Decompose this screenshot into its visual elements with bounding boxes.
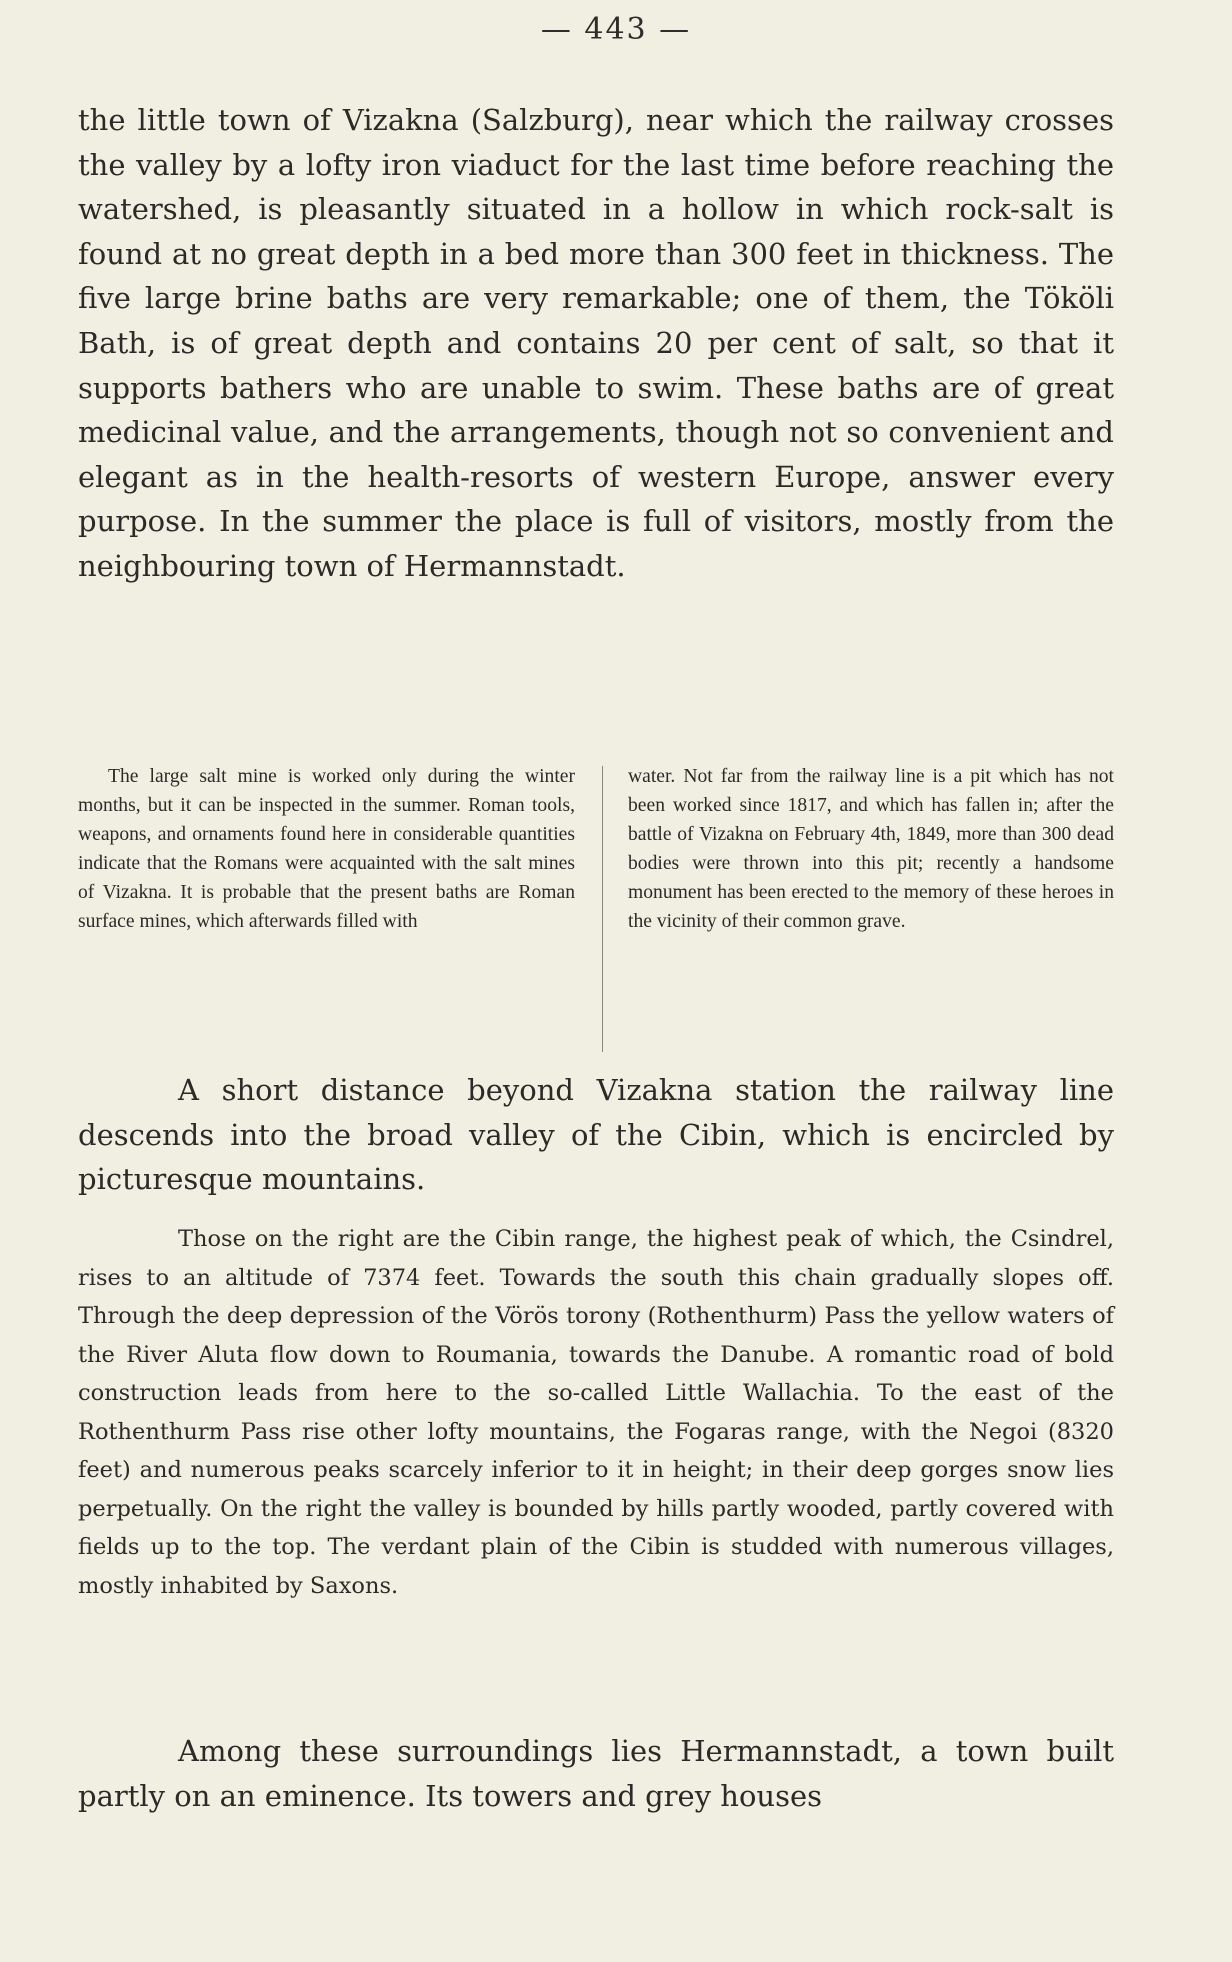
two-column-note [78,762,1114,1055]
paragraph-mountains: Those on the right are the Cibin range, the highest peak of which, the Csindrel, rises to an altitude of 7374 feet. Towards the south this chain gradually slopes off. Through the deep depression of the Vörös torony (Rothenthurm) Pass the yellow waters of the River Aluta flow down to Roumania, towards the Danube. A romantic road of bold construction leads from here to the so-called Little Wallachia. To the east of the Rothenthurm Pass rise other lofty mountains, the Fogaras range, with the Negoi (8320 feet) and numerous peaks scarcely inferior to it in height; in their deep gorges snow lies perpetually. On the right the valley is bounded by hills partly wooded, partly covered with fields up to the top. The verdant plain of the Cibin is studded with numerous villages, mostly inhabited by Saxons. [78,1226,1114,1599]
paragraph-vizakna-intro: the little town of Vizakna (Salzburg), near which the railway crosses the valley by a lofty iron viaduct for the last time before reaching the watershed, is pleasantly situated in a hollow in which rock-salt is found at no great depth in a bed more than 300 feet in thickness. The five large brine baths are very remarkable; one of them, the Tököli Bath, is of great depth and contains 20 per cent of salt, so that it supports bathers who are unable to swim. These baths are of great medicinal value, and the arrangements, though not so convenient and elegant as in the health-resorts of western Europe, answer every purpose. In the summer the place is full of visitors, mostly from the neighbouring town of Hermannstadt. [78,103,1114,583]
note-column-left: The large salt mine is worked only during the winter months, but it can be inspected in the summer. Roman tools, weapons, and ornaments found here in considerable quantities indicate that the Romans were acquainted with the salt mines of Vizakna. It is probable that the present baths are Roman surface mines, which afterwards filled with [78,766,575,933]
note-column-right: water. Not far from the railway line is a pit which has not been worked since 1817, and which has fallen in; after the battle of Vizakna on February 4th, 1849, more than 300 dead bodies were thrown into this pit; recently a handsome monument has been erected to the memory of these heroes in the vicinity of their common grave. [628,766,1114,933]
paragraph-cibin-valley: A short distance beyond Vizakna station the railway line descends into the broad valley of the Cibin, which is encircled by picturesque mountains. [78,1073,1114,1197]
page-number: — 443 — [540,12,692,47]
column-divider [602,766,603,1052]
paragraph-hermannstadt: Among these surroundings lies Hermannstadt, a town built partly on an eminence. Its towers and grey houses [78,1734,1114,1813]
